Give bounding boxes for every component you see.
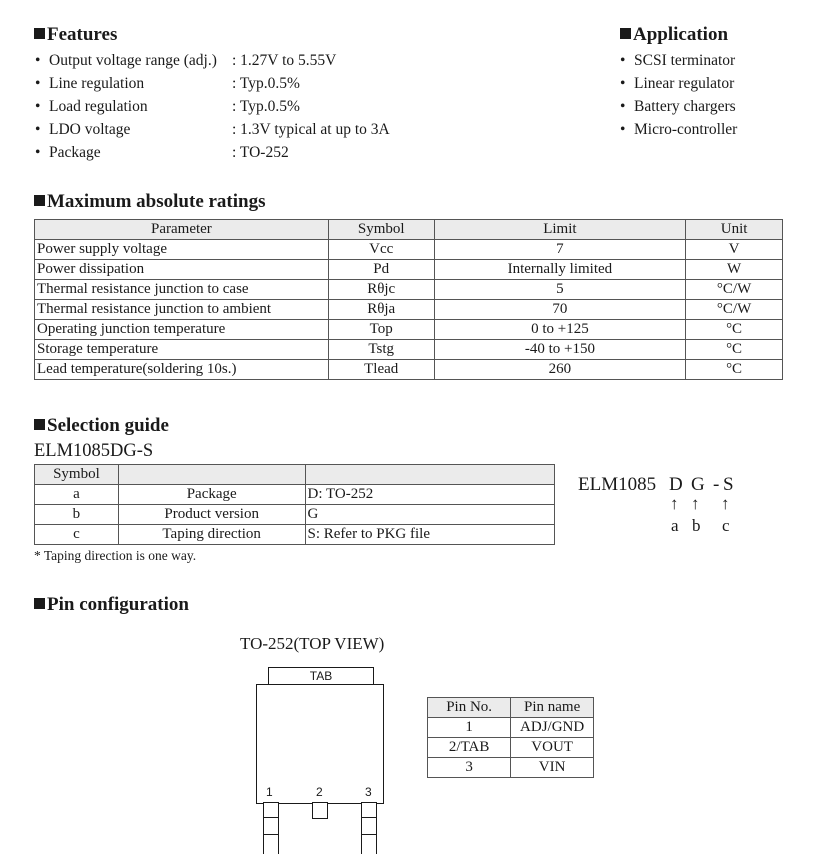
pin-lead-3 — [361, 802, 377, 854]
arrow-up-icon: ↑ — [691, 494, 700, 513]
pin-number-label: 1 — [266, 785, 273, 799]
part-code-char: D — [669, 474, 683, 495]
table-row: 2/TAB VOUT — [428, 738, 594, 758]
part-code-letter: a — [671, 516, 679, 535]
table-row: Power supply voltage Vcc 7 V — [35, 240, 783, 260]
feature-item: • LDO voltage : 1.3V typical at up to 3A — [35, 118, 390, 141]
pin-table — [427, 697, 594, 778]
feature-item: • Line regulation : Typ.0.5% — [35, 72, 390, 95]
table-row: Thermal resistance junction to ambient Rθja 70 °C/W — [35, 300, 783, 320]
ratings-heading: Maximum absolute ratings — [34, 191, 266, 213]
pin-lead-1 — [263, 802, 279, 854]
table-row: a Package D: TO-252 — [35, 485, 555, 505]
part-code-letter: c — [722, 516, 730, 535]
table-header-row: Parameter Symbol Limit Unit — [35, 220, 783, 240]
pin-lead-2 — [312, 802, 328, 819]
part-code-char: S — [723, 474, 734, 495]
square-bullet-icon — [620, 28, 631, 39]
part-code-prefix: ELM1085 — [578, 474, 657, 495]
selection-heading: Selection guide — [34, 415, 169, 437]
selection-table — [34, 464, 555, 545]
table-row: b Product version G — [35, 505, 555, 525]
table-row: Storage temperature Tstg -40 to +150 °C — [35, 340, 783, 360]
table-row: c Taping direction S: Refer to PKG file — [35, 525, 555, 545]
tab-label: TAB — [309, 669, 333, 683]
part-code-char: - — [713, 474, 720, 495]
taping-note: * Taping direction is one way. — [34, 548, 197, 563]
features-list — [35, 49, 390, 164]
pin-number-label: 3 — [365, 785, 372, 799]
application-heading: Application — [620, 24, 728, 46]
feature-item: • Output voltage range (adj.) : 1.27V to 5.55V — [35, 49, 390, 72]
part-number: ELM1085DG-S — [34, 441, 154, 461]
part-code-diagram — [578, 474, 738, 540]
feature-item: • Load regulation : Typ.0.5% — [35, 95, 390, 118]
table-row: Operating junction temperature Top 0 to +125 °C — [35, 320, 783, 340]
square-bullet-icon — [34, 419, 45, 430]
square-bullet-icon — [34, 195, 45, 206]
table-header-row: Pin No. Pin name — [428, 698, 594, 718]
feature-item: • Package : TO-252 — [35, 141, 390, 164]
ratings-table — [34, 219, 783, 380]
square-bullet-icon — [34, 598, 45, 609]
table-row: Power dissipation Pd Internally limited W — [35, 260, 783, 280]
table-header-row: Symbol — [35, 465, 555, 485]
part-code-char: G — [691, 474, 705, 495]
package-title: TO-252(TOP VIEW) — [240, 634, 385, 653]
table-row: 3 VIN — [428, 758, 594, 778]
application-item: • Micro-controller — [620, 118, 737, 141]
arrow-up-icon: ↑ — [670, 494, 679, 513]
table-row: Lead temperature(soldering 10s.) Tlead 260 °C — [35, 360, 783, 380]
application-item: • Battery chargers — [620, 95, 737, 118]
square-bullet-icon — [34, 28, 45, 39]
features-heading: Features — [34, 24, 117, 46]
pin-config-heading: Pin configuration — [34, 594, 189, 616]
table-row: Thermal resistance junction to case Rθjc 5 °C/W — [35, 280, 783, 300]
part-code-letter: b — [692, 516, 701, 535]
application-item: • Linear regulator — [620, 72, 737, 95]
application-item: • SCSI terminator — [620, 49, 737, 72]
pin-number-label: 2 — [316, 785, 323, 799]
arrow-up-icon: ↑ — [721, 494, 730, 513]
application-list — [620, 49, 737, 141]
table-row: 1 ADJ/GND — [428, 718, 594, 738]
